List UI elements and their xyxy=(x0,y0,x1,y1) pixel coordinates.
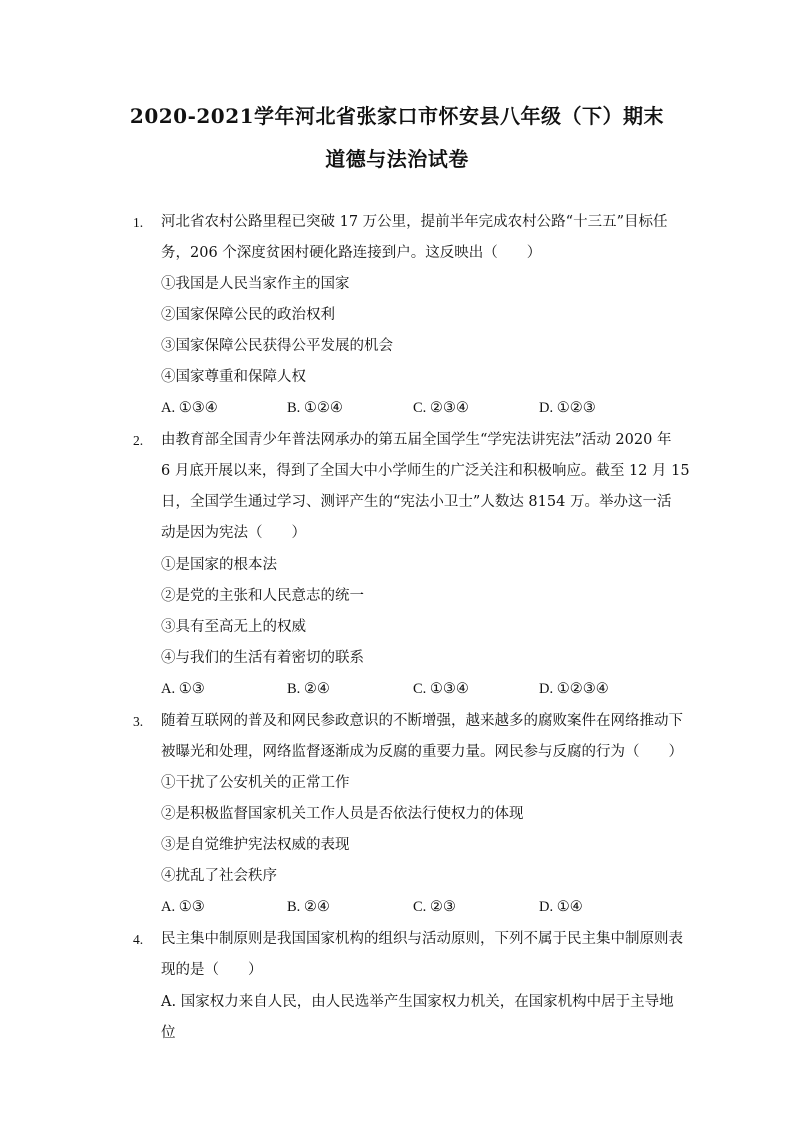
question-text-line: 现的是（ ） xyxy=(161,962,263,978)
question-item: ④与我们的生活有着密切的联系 xyxy=(161,650,364,666)
option-d: D. ①②③④ xyxy=(539,681,609,697)
option-c: C. ②③④ xyxy=(413,400,469,416)
question-item: ④国家尊重和保障人权 xyxy=(161,369,306,385)
question-item: ②国家保障公民的政治权利 xyxy=(161,307,335,323)
question-text-line: 民主集中制原则是我国国家机构的组织与活动原则，下列不属于民主集中制原则表 xyxy=(161,931,683,947)
question-item: ①干扰了公安机关的正常工作 xyxy=(161,775,350,791)
question-text-line: 随着互联网的普及和网民参政意识的不断增强，越来越多的腐败案件在网络推动下 xyxy=(161,713,683,729)
option-a-text: A. 国家权力来自人民，由人民选举产生国家权力机关，在国家机构中居于主导地 xyxy=(161,994,674,1010)
option-d: D. ①④ xyxy=(539,899,583,915)
option-a-text-continued: 位 xyxy=(161,1025,176,1041)
question-item: ②是积极监督国家机关工作人员是否依法行使权力的体现 xyxy=(161,806,524,822)
question-number: 2. xyxy=(133,433,144,448)
question-text-line: 由教育部全国青少年普法网承办的第五届全国学生“学宪法讲宪法”活动 2020 年 xyxy=(161,432,672,448)
question-item: ④扰乱了社会秩序 xyxy=(161,868,277,884)
question-item: ②是党的主张和人民意志的统一 xyxy=(161,588,364,604)
question-item: ③具有至高无上的权威 xyxy=(161,619,306,635)
doc-title-line1: 2020-2021学年河北省张家口市怀安县八年级（下）期末 xyxy=(129,104,665,128)
question-number: 1. xyxy=(133,215,144,230)
question-text-line: 河北省农村公路里程已突破 17 万公里，提前半年完成农村公路“十三五”目标任 xyxy=(161,214,668,230)
option-b: B. ①②④ xyxy=(287,400,343,416)
option-d: D. ①②③ xyxy=(539,400,596,416)
option-c: C. ②③ xyxy=(413,899,456,915)
option-c: C. ①③④ xyxy=(413,681,469,697)
question-text-line: 日，全国学生通过学习、测评产生的“宪法小卫士”人数达 8154 万。举办这一活 xyxy=(161,494,672,510)
option-a: A. ①③ xyxy=(161,681,205,697)
question-item: ③是自觉维护宪法权威的表现 xyxy=(161,837,350,853)
question-item: ①我国是人民当家作主的国家 xyxy=(161,276,350,292)
question-text-line: 动是因为宪法（ ） xyxy=(161,525,306,541)
question-text-line: 被曝光和处理，网络监督逐渐成为反腐的重要力量。网民参与反腐的行为（ ） xyxy=(161,744,683,760)
question-item: ①是国家的根本法 xyxy=(161,557,277,573)
question-text-line: 务，206 个深度贫困村硬化路连接到户。这反映出（ ） xyxy=(161,245,542,261)
option-a: A. ①③ xyxy=(161,899,205,915)
question-text-line: 6 月底开展以来，得到了全国大中小学师生的广泛关注和积极响应。截至 12 月 15 xyxy=(161,463,690,479)
doc-title-line2: 道德与法治试卷 xyxy=(325,147,469,171)
question-number: 3. xyxy=(133,714,144,729)
option-b: B. ②④ xyxy=(287,899,330,915)
option-a: A. ①③④ xyxy=(161,400,218,416)
question-number: 4. xyxy=(133,932,144,947)
question-item: ③国家保障公民获得公平发展的机会 xyxy=(161,338,393,354)
option-b: B. ②④ xyxy=(287,681,330,697)
